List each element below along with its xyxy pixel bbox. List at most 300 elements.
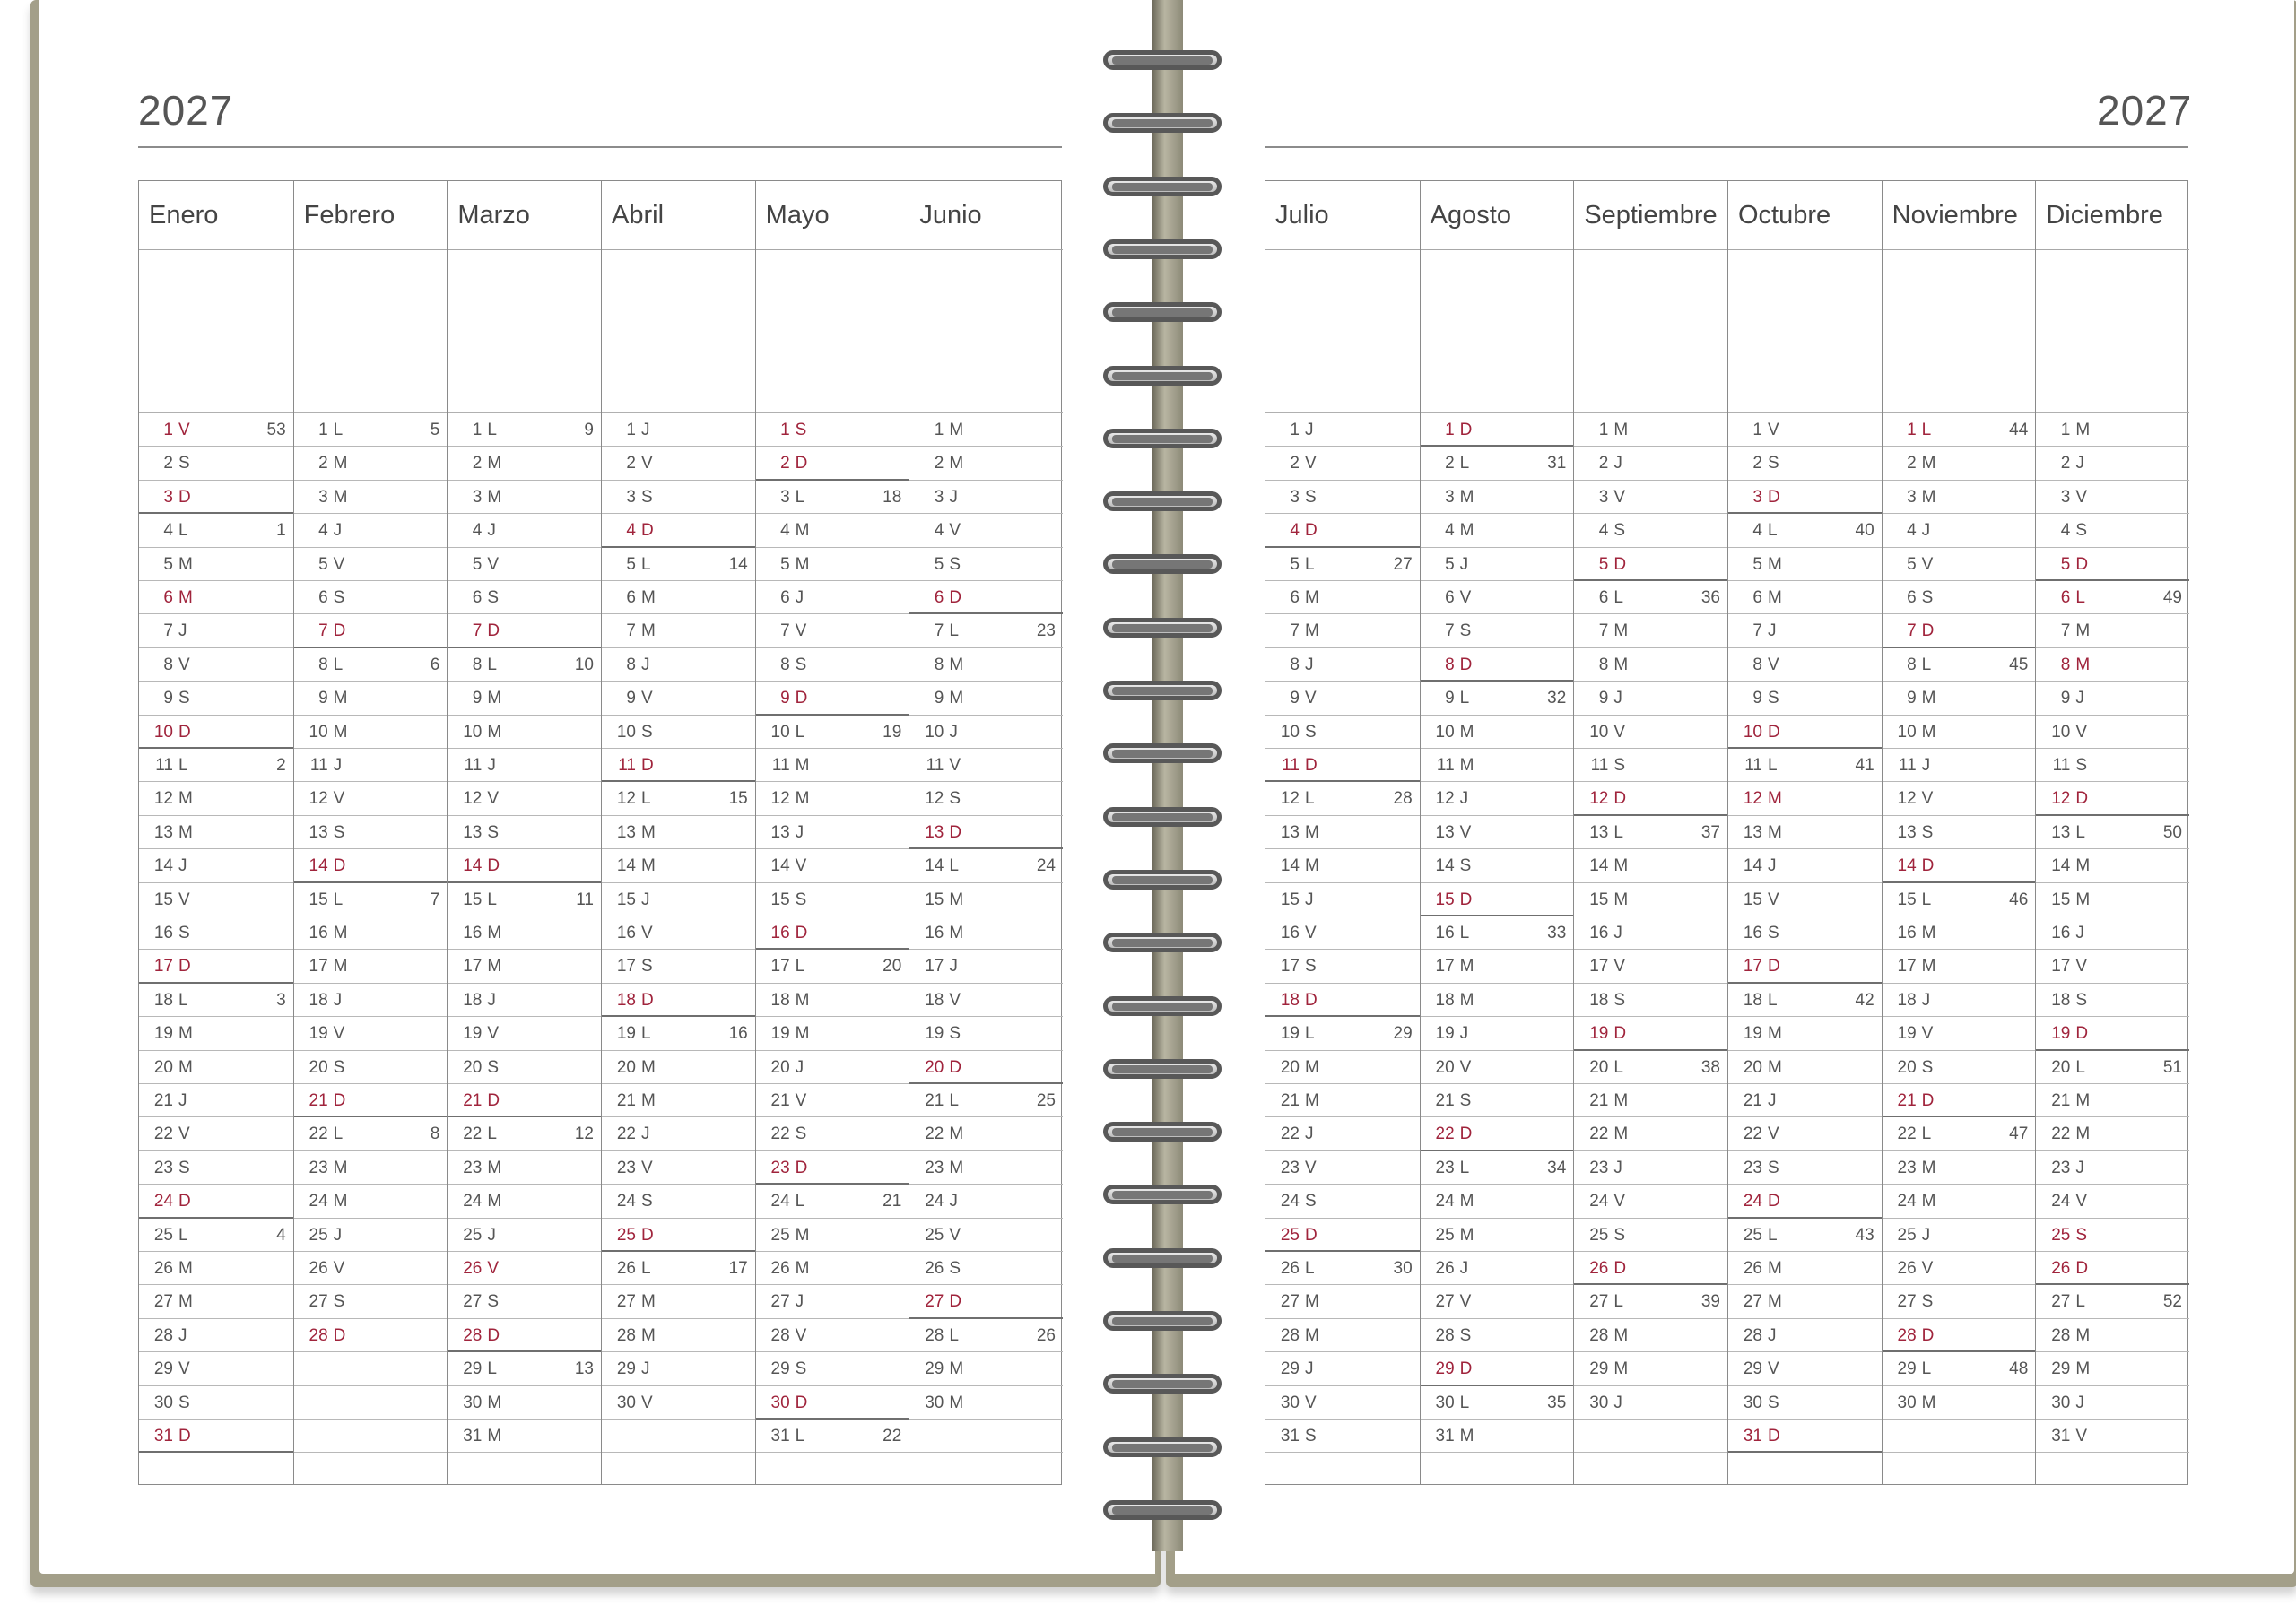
weekday-letter: V [1921,789,1934,809]
day-row [909,548,1063,581]
day-number: 30 [2051,1393,2071,1412]
weekday-letter: M [178,789,193,809]
day-number: 26 [616,1259,636,1278]
day-number: 1 [1598,421,1609,439]
weekday-letter: V [795,1091,807,1110]
day-number: 30 [1435,1393,1455,1412]
weekday-letter: D [641,521,654,541]
weekday-letter: M [2075,1359,2091,1379]
weekday-letter: V [178,1359,190,1379]
weekday-letter: D [2075,554,2089,574]
day-row [294,1017,448,1050]
day-row [1883,1252,2036,1285]
day-row [1883,1352,2036,1385]
weekday-letter: M [1768,554,1782,574]
day-row [294,682,448,715]
weekday-letter: V [1459,1057,1472,1077]
day-number: 24 [1589,1192,1609,1211]
day-row [909,849,1063,882]
day-row [1421,916,1574,950]
day-number: 29 [925,1359,944,1379]
day-number: 21 [1280,1091,1300,1110]
weekday-letter: L [949,1091,959,1110]
day-number: 7 [780,621,790,641]
weekday-letter: V [1459,1292,1472,1312]
weekday-letter: J [333,521,343,541]
day-row [139,1185,293,1218]
day-row [1728,481,1882,514]
day-number: 4 [1598,521,1609,541]
day-row [1265,413,1420,447]
week-number: 25 [1036,1091,1056,1110]
day-row [909,1252,1063,1285]
week-number: 31 [1547,454,1567,473]
day-number: 17 [309,957,328,977]
day-number: 4 [163,521,173,541]
day-row [1265,1051,1420,1084]
day-number: 18 [1897,990,1917,1010]
day-number: 9 [318,689,328,708]
weekday-letter: V [1921,554,1934,574]
day-row [2036,883,2189,916]
weekday-letter: L [1768,756,1778,775]
day-number: 14 [1589,856,1609,876]
day-row [2036,548,2189,581]
day-row [139,1051,293,1084]
month-column [293,181,448,1484]
weekday-letter: M [178,588,193,607]
day-number: 9 [626,689,636,708]
weekday-letter: J [1613,454,1622,473]
day-row [602,984,755,1017]
weekday-letter: D [178,1427,191,1446]
weekday-letter: M [949,1359,964,1379]
month-header-divider [294,249,448,250]
day-row [756,883,909,916]
day-number: 10 [925,722,944,742]
day-number: 31 [1435,1427,1455,1446]
day-number: 28 [2051,1325,2071,1345]
day-number: 11 [155,756,173,775]
day-row [909,447,1063,480]
weekday-letter: V [641,689,653,708]
day-number: 21 [1435,1091,1455,1110]
weekday-letter: V [487,789,500,809]
day-row [1265,447,1420,480]
month-name: Julio [1275,201,1329,230]
day-number: 24 [616,1192,636,1211]
day-row [1421,614,1574,647]
weekday-letter: M [1459,1427,1474,1446]
day-row [602,816,755,849]
day-row [2036,1386,2189,1420]
day-number: 24 [770,1192,790,1211]
weekday-letter: M [1305,588,1319,607]
weekday-letter: D [1459,1124,1473,1144]
day-row [756,1386,909,1420]
weekday-letter: L [1921,1124,1932,1144]
weekday-letter: S [1613,1225,1626,1245]
weekday-letter: M [949,1124,964,1144]
day-row [1883,1117,2036,1150]
day-row [1574,682,1727,715]
month-header-divider [1728,249,1882,250]
day-row [1883,481,2036,514]
day-row [448,782,601,815]
day-row [1574,1252,1727,1285]
day-row [1421,816,1574,849]
day-row [1574,849,1727,882]
day-number: 26 [1743,1259,1762,1278]
weekday-letter: V [333,1024,345,1044]
weekday-letter: L [641,554,651,574]
day-number: 29 [770,1359,790,1379]
day-number: 21 [1743,1091,1762,1110]
weekday-letter: D [1459,1359,1473,1379]
day-row [602,749,755,782]
weekday-letter: S [1921,1292,1934,1312]
weekday-letter: V [2075,487,2088,507]
day-number: 17 [925,957,944,977]
day-number: 16 [1897,924,1917,942]
day-number: 9 [2060,689,2071,708]
weekday-letter: D [1613,1259,1627,1278]
day-row [1421,1051,1574,1084]
spiral-ring [1103,807,1222,830]
day-row [1883,581,2036,614]
week-number: 16 [728,1024,748,1044]
day-number: 10 [309,722,328,742]
day-row [1421,1420,1574,1453]
day-row [1728,1017,1882,1050]
day-row [1421,1285,1574,1318]
weekday-letter: V [1921,1259,1934,1278]
day-number: 27 [925,1292,944,1312]
weekday-letter: S [178,924,190,942]
weekday-letter: M [1459,1192,1474,1211]
day-row [1265,984,1420,1017]
weekday-letter: S [1613,990,1626,1010]
weekday-letter: M [795,789,810,809]
day-row [1728,1386,1882,1420]
day-row [909,782,1063,815]
day-number: 13 [616,822,636,842]
weekday-letter: M [949,1393,964,1412]
day-row [1883,716,2036,749]
day-row [1265,1084,1420,1117]
day-row [2036,447,2189,480]
day-row [294,916,448,950]
day-row [909,1084,1063,1117]
weekday-letter: D [1305,990,1318,1010]
day-number: 9 [472,689,483,708]
day-number: 12 [925,789,944,809]
day-row [1574,1285,1727,1318]
weekday-letter: M [1921,1158,1936,1177]
weekday-letter: D [641,990,654,1010]
month-column [1882,181,2036,1484]
day-row [448,749,601,782]
day-number: 5 [1290,554,1300,574]
day-number: 25 [309,1225,328,1245]
day-number: 25 [1743,1225,1762,1245]
day-number: 6 [472,588,483,607]
weekday-letter: J [1613,689,1622,708]
day-number: 28 [463,1325,483,1345]
day-number: 26 [1280,1259,1300,1278]
empty-day-row [602,1420,755,1453]
weekday-letter: S [1459,1091,1472,1110]
day-row [1265,1017,1420,1050]
day-number: 4 [318,521,328,541]
weekday-letter: M [949,454,964,473]
day-row [756,1285,909,1318]
weekday-letter: L [1459,454,1470,473]
day-row [1265,1185,1420,1218]
month-column [909,181,1063,1484]
weekday-letter: L [1921,655,1932,674]
day-row [448,1151,601,1185]
month-name: Septiembre [1584,201,1718,230]
day-row [1265,648,1420,682]
weekday-letter: D [1768,1192,1780,1211]
day-row [1728,1285,1882,1318]
weekday-letter: L [487,890,497,909]
weekday-letter: M [2075,421,2091,439]
weekday-letter: M [178,822,193,842]
weekday-letter: M [178,1057,193,1077]
spiral-ring [1103,743,1222,767]
day-row [1728,1084,1882,1117]
day-row [2036,1117,2189,1150]
weekday-letter: M [2075,856,2091,876]
weekday-letter: L [641,789,651,809]
weekday-letter: J [641,1124,650,1144]
weekday-letter: L [487,1359,497,1379]
day-number: 31 [153,1427,173,1446]
day-row [1728,1252,1882,1285]
day-row [756,581,909,614]
day-number: 5 [1445,554,1455,574]
month-name: Octubre [1738,201,1831,230]
day-row [139,682,293,715]
day-number: 21 [616,1091,636,1110]
day-row [294,1219,448,1252]
day-number: 26 [309,1259,328,1278]
day-row [909,716,1063,749]
weekday-letter: V [1459,822,1472,842]
day-row [1265,1319,1420,1352]
day-row [1265,883,1420,916]
day-row [909,481,1063,514]
day-number: 16 [1743,924,1762,942]
day-number: 19 [770,1024,790,1044]
week-number: 49 [2162,588,2182,607]
weekday-letter: M [641,1325,656,1345]
weekday-letter: D [1921,1325,1935,1345]
weekday-letter: S [1305,1192,1317,1211]
week-number: 15 [728,789,748,809]
day-row [1883,1151,2036,1185]
weekday-letter: V [333,1259,345,1278]
day-row [909,1185,1063,1218]
weekday-letter: L [641,1024,651,1044]
day-number: 22 [616,1124,636,1144]
day-number: 27 [309,1292,328,1312]
weekday-letter: M [333,722,348,742]
day-number: 3 [780,487,790,507]
weekday-letter: S [949,1259,961,1278]
weekday-letter: S [333,822,345,842]
day-number: 30 [463,1393,483,1412]
day-number: 10 [1280,722,1300,742]
day-number: 23 [1435,1158,1455,1177]
day-number: 15 [925,890,944,909]
day-row [139,1420,293,1453]
day-row [756,916,909,950]
spiral-ring [1103,113,1222,136]
weekday-letter: D [1459,890,1473,909]
day-row [2036,1084,2189,1117]
weekday-letter: L [2075,588,2085,607]
week-number: 41 [1855,756,1874,775]
day-number: 11 [771,756,790,775]
day-number: 27 [1435,1292,1455,1312]
day-number: 7 [2060,621,2071,641]
day-row [602,1017,755,1050]
weekday-letter: L [1613,588,1623,607]
day-number: 27 [153,1292,173,1312]
day-row [602,1051,755,1084]
day-row [602,849,755,882]
day-number: 17 [1897,957,1917,977]
day-row [2036,1420,2189,1453]
day-row [1265,749,1420,782]
spiral-ring [1103,177,1222,200]
day-number: 18 [153,990,173,1010]
weekday-letter: M [1613,621,1629,641]
day-row [1421,548,1574,581]
weekday-letter: J [1921,990,1931,1010]
weekday-letter: M [949,655,964,674]
day-row [294,447,448,480]
week-number: 52 [2162,1292,2182,1312]
day-number: 13 [2051,822,2071,842]
week-number: 21 [883,1192,902,1211]
day-number: 22 [309,1124,328,1144]
day-number: 10 [153,722,173,742]
day-number: 13 [770,822,790,842]
day-row [602,614,755,647]
day-number: 12 [309,789,328,809]
day-number: 5 [1907,554,1917,574]
day-number: 17 [153,957,173,977]
day-number: 22 [1589,1124,1609,1144]
weekday-letter: D [949,1292,962,1312]
weekday-letter: M [1921,1393,1936,1412]
day-row [1421,514,1574,547]
weekday-letter: J [1459,1024,1469,1044]
day-row [756,648,909,682]
day-number: 25 [153,1225,173,1245]
day-number: 12 [1897,789,1917,809]
day-row [139,1252,293,1285]
day-row [294,481,448,514]
day-number: 26 [1897,1259,1917,1278]
weekday-letter: L [333,421,344,439]
weekday-letter: S [641,722,653,742]
day-number: 5 [2060,554,2071,574]
day-number: 23 [770,1158,790,1177]
day-row [602,481,755,514]
month-name: Junio [919,201,982,230]
day-row [448,816,601,849]
weekday-letter: S [178,1158,190,1177]
day-number: 5 [1598,554,1609,574]
spiral-ring [1103,1122,1222,1145]
weekday-letter: M [641,621,656,641]
day-number: 8 [472,655,483,674]
day-row [2036,1285,2189,1318]
day-number: 6 [318,588,328,607]
day-row [1728,682,1882,715]
day-number: 21 [770,1091,790,1110]
day-row [1728,548,1882,581]
day-row [448,481,601,514]
weekday-letter: L [333,1124,344,1144]
day-row [448,1219,601,1252]
weekday-letter: M [949,924,964,942]
weekday-letter: L [1305,1024,1315,1044]
day-number: 24 [463,1192,483,1211]
day-number: 4 [2060,521,2071,541]
day-number: 15 [1743,890,1762,909]
day-number: 4 [780,521,790,541]
weekday-letter: J [487,1225,496,1245]
day-number: 2 [2060,454,2071,473]
day-number: 1 [2060,421,2071,439]
day-number: 26 [2051,1259,2071,1278]
day-number: 20 [1589,1057,1609,1077]
day-row [139,716,293,749]
weekday-letter: S [1305,487,1317,507]
day-number: 15 [2051,890,2071,909]
day-number: 14 [153,856,173,876]
day-row [1883,1219,2036,1252]
weekday-letter: J [1768,621,1777,641]
day-row [1574,514,1727,547]
day-number: 7 [1445,621,1455,641]
day-row [448,916,601,950]
month-column [2035,181,2189,1484]
day-row [909,1386,1063,1420]
day-number: 24 [1743,1192,1762,1211]
day-row [448,1285,601,1318]
weekday-letter: J [795,588,804,607]
day-number: 18 [1589,990,1609,1010]
day-number: 8 [163,655,173,674]
day-number: 31 [1743,1427,1762,1446]
weekday-letter: L [1305,1259,1315,1278]
weekday-letter: J [1459,554,1469,574]
spiral-ring [1103,1185,1222,1208]
day-number: 8 [1445,655,1455,674]
week-number: 1 [276,521,286,541]
weekday-letter: M [1613,1359,1629,1379]
day-number: 11 [618,756,636,775]
day-number: 3 [626,487,636,507]
day-row [2036,682,2189,715]
